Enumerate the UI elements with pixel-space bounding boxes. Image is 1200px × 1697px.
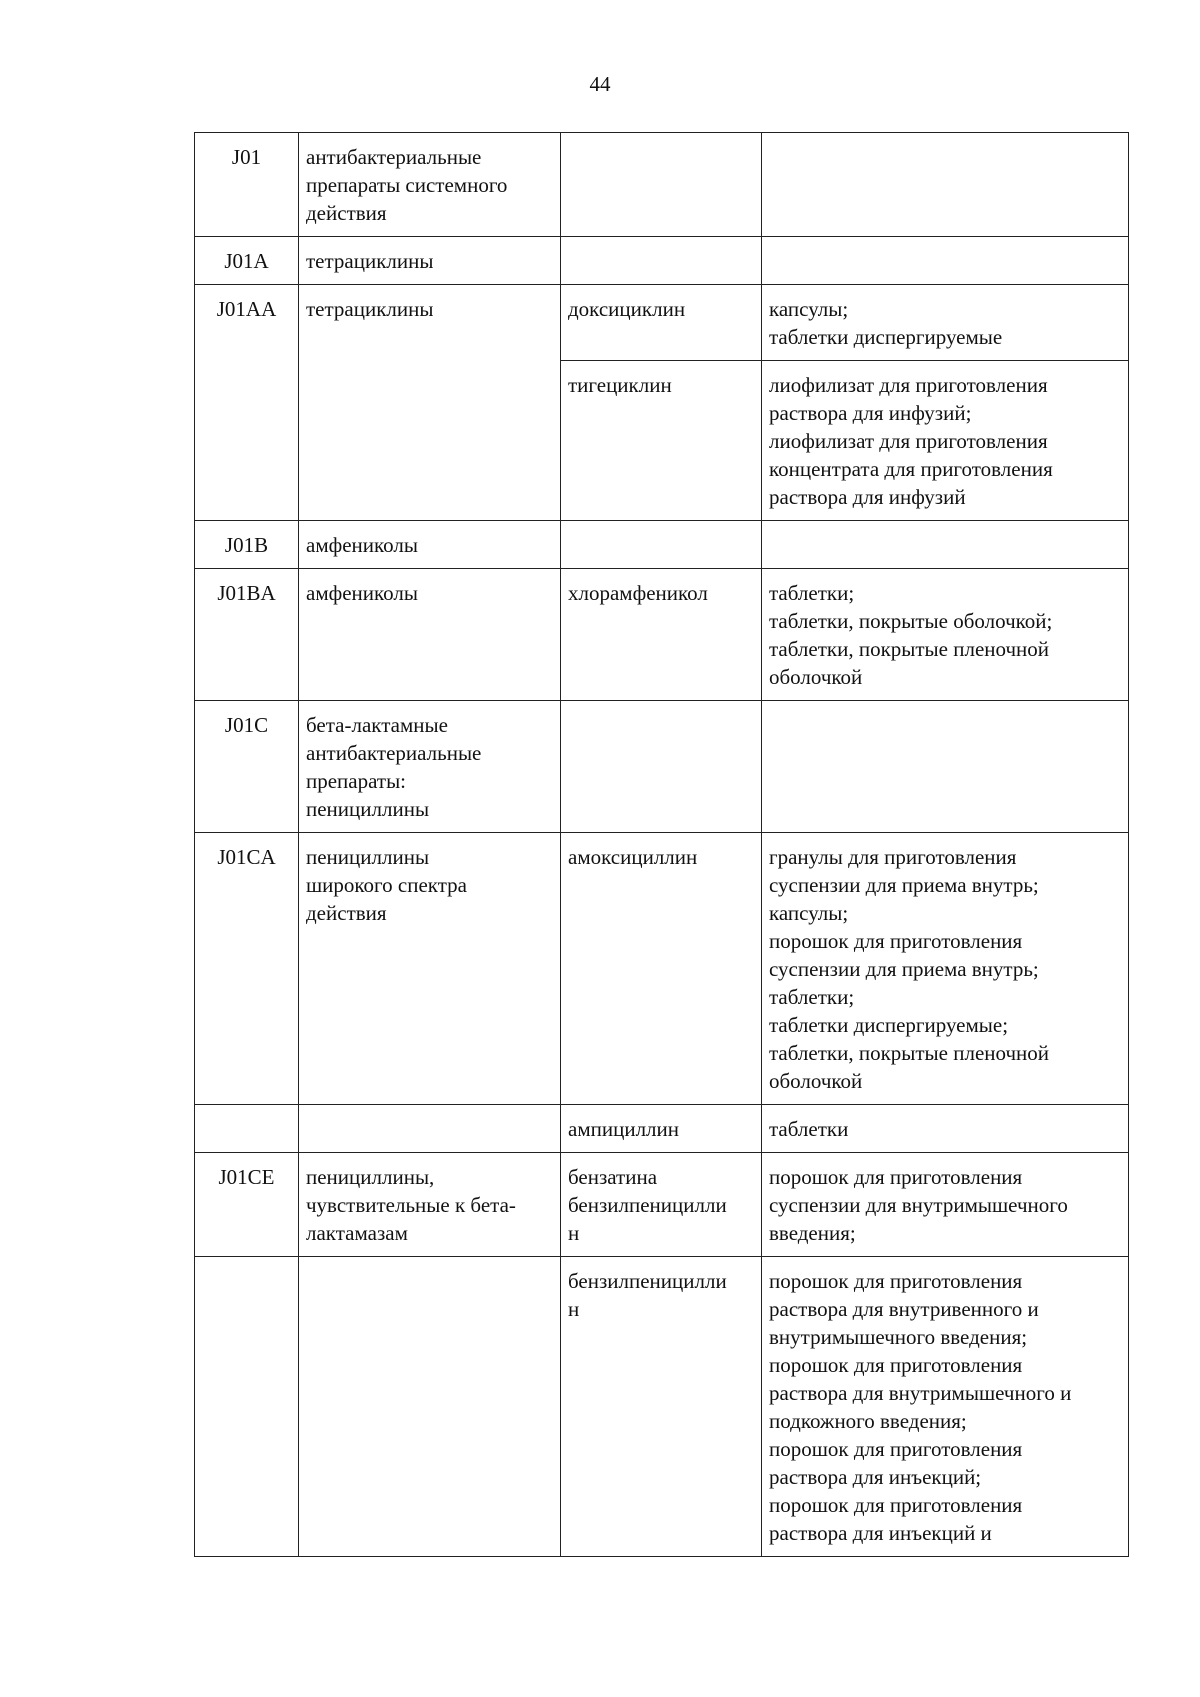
drug-name-cell: хлорамфеникол: [561, 569, 762, 701]
dosage-forms-cell: гранулы для приготовления суспензии для приема внутрь; капсулы; порошок для приготовления суспензии для приема внутрь; таблетки; таблетки диспергируемые; таблетки, покрытые пленочной оболочкой: [762, 833, 1129, 1105]
drug-classification-table: [194, 132, 1129, 1557]
drug-name-cell: бензилпеницилли н: [561, 1257, 762, 1557]
group-cell: пенициллины, чувствительные к бета- лактамазам: [299, 1153, 561, 1257]
drug-name-cell: бензатина бензилпеницилли н: [561, 1153, 762, 1257]
drug-name-cell: амоксициллин: [561, 833, 762, 1105]
drug-name-cell: [561, 521, 762, 569]
table-row: [195, 833, 1129, 1105]
dosage-forms-cell: лиофилизат для приготовления раствора для инфузий; лиофилизат для приготовления концентрата для приготовления раствора для инфузий: [762, 361, 1129, 521]
table-row: [195, 1105, 1129, 1153]
group-cell: пенициллины широкого спектра действия: [299, 833, 561, 1105]
group-cell: амфениколы: [299, 521, 561, 569]
atc-code-cell: J01B: [195, 521, 299, 569]
atc-code-cell: [195, 1257, 299, 1557]
group-cell: [299, 1105, 561, 1153]
dosage-forms-cell: [762, 237, 1129, 285]
table-row: [195, 133, 1129, 237]
dosage-forms-cell: таблетки: [762, 1105, 1129, 1153]
atc-code-cell: J01AA: [195, 285, 299, 521]
group-cell: амфениколы: [299, 569, 561, 701]
table-row: [195, 701, 1129, 833]
group-cell: тетрациклины: [299, 237, 561, 285]
atc-code-cell: J01: [195, 133, 299, 237]
dosage-forms-cell: капсулы; таблетки диспергируемые: [762, 285, 1129, 361]
dosage-forms-cell: таблетки; таблетки, покрытые оболочкой; таблетки, покрытые пленочной оболочкой: [762, 569, 1129, 701]
table-row: [195, 1153, 1129, 1257]
table-row: [195, 521, 1129, 569]
drug-name-cell: доксициклин: [561, 285, 762, 361]
atc-code-cell: J01CA: [195, 833, 299, 1105]
page-number: 44: [589, 72, 611, 96]
table-row: [195, 569, 1129, 701]
drug-name-cell: тигециклин: [561, 361, 762, 521]
table-row: [195, 237, 1129, 285]
dosage-forms-cell: порошок для приготовления суспензии для внутримышечного введения;: [762, 1153, 1129, 1257]
atc-code-cell: J01C: [195, 701, 299, 833]
drug-name-cell: [561, 133, 762, 237]
atc-code-cell: J01CE: [195, 1153, 299, 1257]
atc-code-cell: J01BA: [195, 569, 299, 701]
atc-code-cell: [195, 1105, 299, 1153]
drug-name-cell: [561, 701, 762, 833]
drug-name-cell: [561, 237, 762, 285]
dosage-forms-cell: [762, 521, 1129, 569]
drug-name-cell: ампициллин: [561, 1105, 762, 1153]
group-cell: антибактериальные препараты системного действия: [299, 133, 561, 237]
group-cell: [299, 1257, 561, 1557]
dosage-forms-cell: [762, 133, 1129, 237]
dosage-forms-cell: [762, 701, 1129, 833]
atc-code-cell: J01A: [195, 237, 299, 285]
group-cell: тетрациклины: [299, 285, 561, 521]
group-cell: бета-лактамные антибактериальные препараты: пенициллины: [299, 701, 561, 833]
table-row: [195, 285, 1129, 361]
table-row: [195, 1257, 1129, 1557]
dosage-forms-cell: порошок для приготовления раствора для внутривенного и внутримышечного введения; порошок для приготовления раствора для внутримышечного и подкожного введения; порошок для приготовления раствора для инъекций; порошок для приготовления раствора для инъекций и: [762, 1257, 1129, 1557]
